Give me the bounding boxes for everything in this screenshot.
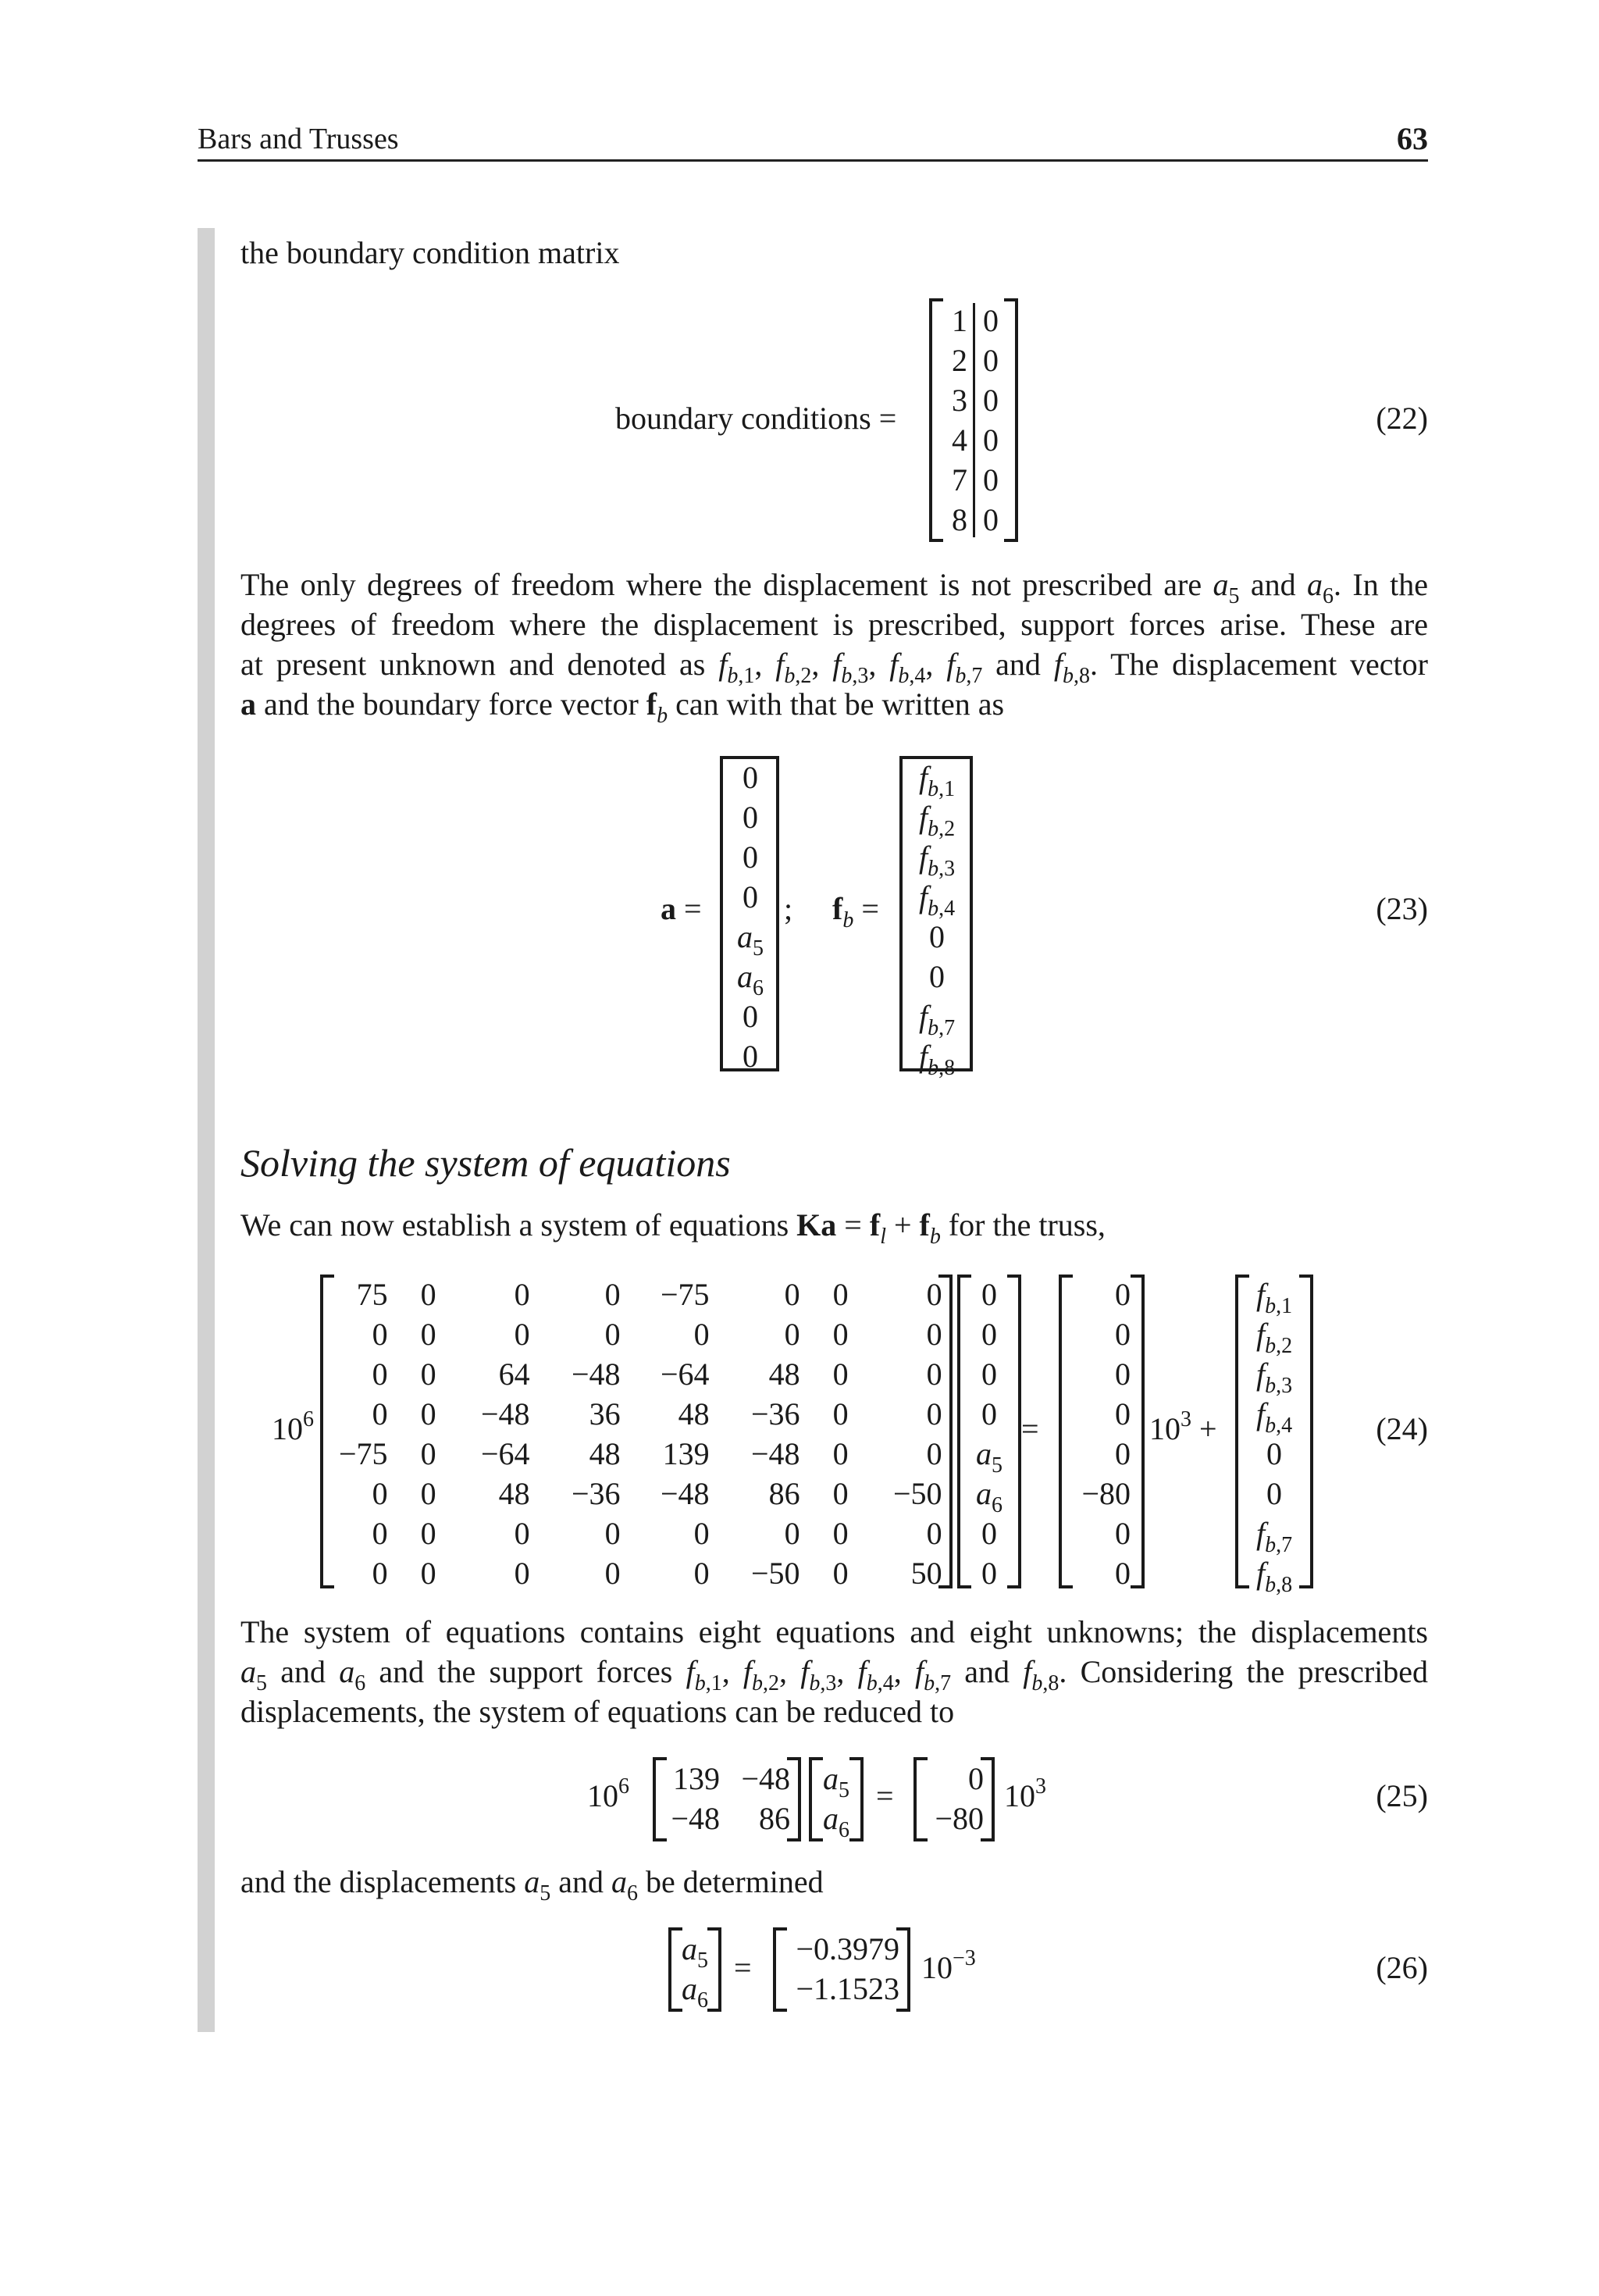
eq24-k-entry: 0 <box>420 1277 436 1312</box>
eq24-k-entry: −36 <box>572 1476 621 1511</box>
eq24-fl-entry: −80 <box>1081 1476 1131 1511</box>
eq24-k-entry: 0 <box>832 1396 849 1431</box>
eq22-dof-cell: 1 <box>952 303 967 338</box>
eq25-a-entry: $a_5$ <box>823 1761 849 1802</box>
eq24-k-entry: 0 <box>372 1317 388 1352</box>
eq24-k-entry: 0 <box>693 1556 710 1591</box>
eq22-separator <box>973 303 975 537</box>
eq24-k-entry: 0 <box>926 1357 942 1392</box>
eq24-a-entry: 0 <box>981 1277 997 1312</box>
eq22-matrix <box>929 298 1018 542</box>
eq24-stiffness-matrix <box>320 1275 953 1591</box>
paragraph-determined <box>240 1862 1428 1906</box>
eq24-k-entry: 48 <box>768 1357 800 1392</box>
eq24-fl-vector <box>1059 1275 1145 1591</box>
eq24-fb-entry: $f_{b,8}$ <box>1255 1556 1293 1597</box>
eq24-k-entry: −64 <box>481 1436 530 1471</box>
eq26-a-entry: $a_5$ <box>682 1931 708 1973</box>
eq24-k-entry: 0 <box>832 1317 849 1352</box>
eq24-k-entry: 0 <box>372 1516 388 1551</box>
eq24-k-entry: −64 <box>661 1357 710 1392</box>
p2-line-4: a and the boundary force vector $f_b$ can with that be written as <box>240 686 1005 728</box>
eq24-k-entry: 36 <box>589 1396 621 1431</box>
eq23-semicolon: ; <box>784 891 793 926</box>
eq24-fl-entry: 0 <box>1115 1516 1131 1551</box>
paragraph-intro <box>240 233 1428 273</box>
eq23-a-entry: $a_6$ <box>737 959 764 1000</box>
eq24-k-entry: 64 <box>498 1357 530 1392</box>
eq22-dof-cell: 3 <box>952 383 967 418</box>
eq24-k-entry: 0 <box>372 1396 388 1431</box>
eq24-k-entry: 0 <box>604 1556 621 1591</box>
eq23-a-vector <box>720 756 779 1074</box>
eq23-a-entry: 0 <box>743 840 758 875</box>
p2-line-3: at present unknown and denoted as $f_{b,1}$, $f_{b,2}$, $f_{b,3}$, $f_{b,4}$, $f_{b,7}$ and $f_{b,8}$. The displacement vector <box>240 647 1428 688</box>
eq23-a-entry: 0 <box>743 800 758 835</box>
eq24-k-entry: 0 <box>926 1436 942 1471</box>
eq24-k-entry: 0 <box>514 1277 530 1312</box>
eq23-fb-label: $f_b$ = <box>832 891 879 932</box>
eq22-label: boundary conditions = <box>615 401 897 436</box>
eq24-fl-entry: 0 <box>1115 1317 1131 1352</box>
eq24-k-entry: 0 <box>420 1357 436 1392</box>
eq22-dof-cell: 7 <box>952 462 967 497</box>
eq23-fb-entry: 0 <box>929 959 945 994</box>
p2-line-1: The only degrees of freedom where the displacement is not prescribed are $a_5$ and $a_6$. In the <box>240 567 1428 608</box>
eq24-k-entry: 86 <box>768 1476 800 1511</box>
eq24-number: (24) <box>1376 1411 1428 1446</box>
running-title: Bars and Trusses <box>198 123 399 155</box>
eq24-k-entry: 0 <box>604 1516 621 1551</box>
paragraph-reduced <box>240 1612 1428 1731</box>
eq25-number: (25) <box>1376 1778 1428 1813</box>
eq24-k-entry: 48 <box>589 1436 621 1471</box>
eq24-fb-vector <box>1235 1275 1313 1597</box>
eq24-k-entry: 0 <box>604 1317 621 1352</box>
eq25-k-factor: $10^6$ <box>587 1774 629 1813</box>
eq24-k-entry: 0 <box>372 1556 388 1591</box>
eq24-k-entry: −75 <box>661 1277 710 1312</box>
eq23-a-entry: 0 <box>743 1039 758 1074</box>
eq24-k-entry: 0 <box>832 1277 849 1312</box>
eq24-k-entry: 0 <box>420 1396 436 1431</box>
paragraph-intro-text: the boundary condition matrix <box>240 235 620 270</box>
eq24-k-entry: 139 <box>662 1436 710 1471</box>
eq26-value-entry: −0.3979 <box>796 1931 899 1966</box>
eq24-k-entry: 0 <box>420 1556 436 1591</box>
eq23-a-entry: $a_5$ <box>737 919 764 961</box>
p5-text: and the displacements $a_5$ and $a_6$ be determined <box>240 1864 824 1906</box>
eq24-a-entry: $a_5$ <box>976 1436 1002 1478</box>
p4-line-2: $a_5$ and $a_6$ and the support forces $f_{b,1}$, $f_{b,2}$, $f_{b,3}$, $f_{b,4}$, $f_{b,7}$ and $f_{b,8}$. Considering the prescribed <box>240 1654 1429 1695</box>
eq23-a-entry: 0 <box>743 999 758 1034</box>
eq24-k-entry: 75 <box>356 1277 388 1312</box>
eq24-k-entry: 0 <box>420 1436 436 1471</box>
eq24-k-entry: 0 <box>784 1516 800 1551</box>
eq24-k-entry: −36 <box>751 1396 800 1431</box>
p2-line-2: degrees of freedom where the displacement is prescribed, support forces arise. These are <box>240 607 1428 642</box>
example-margin-bar <box>198 228 215 2032</box>
eq24-a-entry: 0 <box>981 1516 997 1551</box>
eq24-a-entry: 0 <box>981 1357 997 1392</box>
eq23-a-entry: 0 <box>743 879 758 914</box>
p4-line-1: The system of equations contains eight equations and eight unknowns; the displacements <box>240 1614 1428 1649</box>
eq22-value-cell: 0 <box>983 383 999 418</box>
eq25-f-entry: −80 <box>935 1801 984 1836</box>
eq22-dof-cell: 2 <box>952 343 967 378</box>
eq25-k-entry: −48 <box>671 1801 720 1836</box>
eq24-equals: = <box>1021 1411 1039 1446</box>
section-heading: Solving the system of equations <box>240 1141 731 1185</box>
eq24-k-entry: 0 <box>926 1317 942 1352</box>
eq24-k-entry: 0 <box>372 1476 388 1511</box>
eq23-a-entry: 0 <box>743 760 758 795</box>
eq24-a-entry: $a_6$ <box>976 1476 1002 1517</box>
eq24-k-entry: 0 <box>784 1277 800 1312</box>
page-header <box>198 119 1428 162</box>
p3-text: We can now establish a system of equations $Ka = f_l + f_b$ for the truss, <box>240 1207 1106 1249</box>
eq25-k-entry: 86 <box>759 1801 790 1836</box>
eq24-k-entry: −48 <box>751 1436 800 1471</box>
eq24-k-entry: 0 <box>420 1317 436 1352</box>
eq24-k-entry: 0 <box>693 1317 710 1352</box>
eq24-fb-entry: $f_{b,4}$ <box>1255 1396 1293 1438</box>
eq24-fb-entry: $f_{b,2}$ <box>1255 1317 1293 1358</box>
eq24-k-entry: −48 <box>572 1357 621 1392</box>
eq24-fb-entry: $f_{b,7}$ <box>1255 1516 1293 1557</box>
paragraph-dof <box>240 565 1428 728</box>
eq24-k-entry: 0 <box>420 1516 436 1551</box>
eq26-factor: $10^{-3}$ <box>921 1946 976 1985</box>
eq23-fb-entry: $f_{b,1}$ <box>918 760 956 801</box>
page-number: 63 <box>1397 121 1428 156</box>
eq24-fl-entry: 0 <box>1115 1396 1131 1431</box>
eq22-dof-cell: 8 <box>952 502 967 537</box>
eq24-k-entry: 0 <box>604 1277 621 1312</box>
eq24-fb-entry: $f_{b,1}$ <box>1255 1277 1293 1318</box>
eq22-number: (22) <box>1376 401 1428 436</box>
eq22-value-cell: 0 <box>983 462 999 497</box>
eq25-f-vector <box>913 1757 995 1841</box>
eq26-values-vector <box>773 1927 910 2012</box>
eq24-fl-factor: $10^3$ + <box>1149 1407 1217 1446</box>
eq24-k-entry: 0 <box>926 1277 942 1312</box>
eq24-k-entry: −48 <box>661 1476 710 1511</box>
eq26-a-entry: $a_6$ <box>682 1971 708 2013</box>
p4-line-3: displacements, the system of equations can be reduced to <box>240 1694 955 1729</box>
eq24-a-vector <box>957 1275 1021 1591</box>
eq22-value-cell: 0 <box>983 422 999 458</box>
eq24-a-entry: 0 <box>981 1396 997 1431</box>
eq24-fl-entry: 0 <box>1115 1357 1131 1392</box>
paragraph-system <box>240 1205 1428 1249</box>
eq23-fb-entry: $f_{b,7}$ <box>918 999 956 1040</box>
eq24-a-entry: 0 <box>981 1556 997 1591</box>
eq26-value-entry: −1.1523 <box>796 1971 899 2006</box>
eq24-k-entry: 0 <box>514 1516 530 1551</box>
eq22-value-cell: 0 <box>983 303 999 338</box>
eq23-fb-entry: $f_{b,3}$ <box>918 840 956 881</box>
eq26-number: (26) <box>1376 1950 1428 1985</box>
eq24-k-entry: 0 <box>693 1516 710 1551</box>
eq24-k-entry: −75 <box>339 1436 388 1471</box>
eq24-k-entry: 0 <box>832 1556 849 1591</box>
eq24-k-entry: 0 <box>926 1396 942 1431</box>
eq24-k-entry: 0 <box>372 1357 388 1392</box>
eq23-fb-entry: 0 <box>929 919 945 954</box>
eq24-fb-entry: 0 <box>1266 1436 1282 1471</box>
eq24-k-entry: 0 <box>832 1516 849 1551</box>
eq24-k-factor: $10^6$ <box>272 1407 314 1446</box>
eq24-k-entry: 0 <box>832 1436 849 1471</box>
eq26-equals: = <box>734 1950 752 1985</box>
eq24-a-entry: 0 <box>981 1317 997 1352</box>
eq23-fb-vector <box>899 756 973 1080</box>
eq23-a-label: a = <box>661 891 702 926</box>
eq24-fl-entry: 0 <box>1115 1556 1131 1591</box>
eq24-k-entry: 0 <box>514 1317 530 1352</box>
eq24-k-entry: 0 <box>514 1556 530 1591</box>
eq24-k-entry: 0 <box>420 1476 436 1511</box>
eq25-f-factor: $10^3$ <box>1004 1774 1046 1813</box>
eq24-k-entry: −50 <box>751 1556 800 1591</box>
eq24-k-entry: 0 <box>832 1476 849 1511</box>
eq24-k-entry: 0 <box>926 1516 942 1551</box>
eq25-a-vector <box>809 1757 864 1841</box>
eq24-k-entry: −48 <box>481 1396 530 1431</box>
eq25-k-entry: −48 <box>741 1761 790 1796</box>
eq23-fb-entry: $f_{b,8}$ <box>918 1039 956 1080</box>
eq25-a-entry: $a_6$ <box>823 1801 849 1842</box>
eq22-dof-cell: 4 <box>952 422 967 458</box>
eq24-fb-entry: $f_{b,3}$ <box>1255 1357 1293 1398</box>
eq24-k-entry: 0 <box>784 1317 800 1352</box>
eq23-number: (23) <box>1376 891 1428 926</box>
eq26-a-vector <box>668 1927 721 2012</box>
eq24-fl-entry: 0 <box>1115 1277 1131 1312</box>
eq24-k-entry: 48 <box>678 1396 710 1431</box>
eq24-k-entry: 48 <box>498 1476 530 1511</box>
eq25-f-entry: 0 <box>968 1761 984 1796</box>
eq24-fb-entry: 0 <box>1266 1476 1282 1511</box>
eq24-k-entry: −50 <box>893 1476 942 1511</box>
eq23-fb-entry: $f_{b,2}$ <box>918 800 956 841</box>
eq24-k-entry: 50 <box>910 1556 942 1591</box>
eq22-value-cell: 0 <box>983 502 999 537</box>
eq25-equals: = <box>876 1778 894 1813</box>
eq24-fl-entry: 0 <box>1115 1436 1131 1471</box>
eq22-value-cell: 0 <box>983 343 999 378</box>
eq25-matrix <box>653 1757 801 1841</box>
eq24-k-entry: 0 <box>832 1357 849 1392</box>
eq23-fb-entry: $f_{b,4}$ <box>918 879 956 921</box>
eq25-k-entry: 139 <box>673 1761 720 1796</box>
